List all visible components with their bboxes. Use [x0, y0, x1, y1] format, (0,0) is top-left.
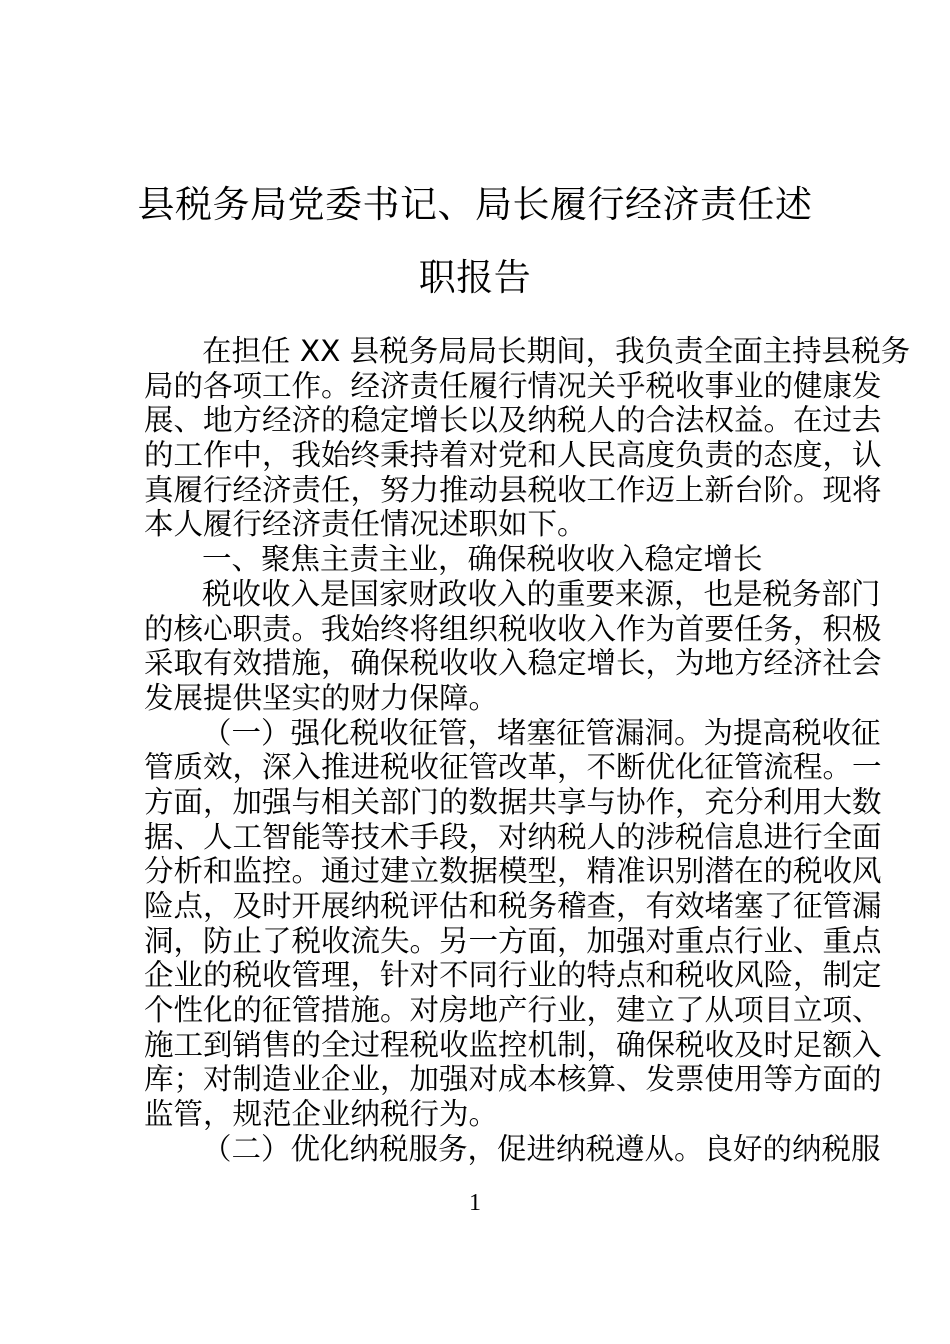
text-line: （二）优化纳税服务，促进纳税遵从。良好的纳税服 — [202, 1131, 881, 1166]
text-line: 监管，规范企业纳税行为。 — [144, 1097, 499, 1132]
title-line-2: 职报告 — [418, 256, 532, 299]
text-line: 真履行经济责任，努力推动县税收工作迈上新台阶。现将 — [144, 472, 882, 507]
text-line: 个性化的征管措施。对房地产行业，建立了从项目立项、 — [144, 993, 882, 1028]
text-line: 企业的税收管理，针对不同行业的特点和税收风险，制定 — [144, 958, 882, 993]
document-title — [100, 168, 850, 314]
text-line: 发展提供坚实的财力保障。 — [144, 680, 499, 715]
text-line: 据、人工智能等技术手段，对纳税人的涉税信息进行全面 — [144, 819, 882, 854]
text-line: 施工到销售的全过程税收监控机制，确保税收及时足额入 — [144, 1027, 882, 1062]
text-line: 的工作中，我始终秉持着对党和人民高度负责的态度，认 — [144, 438, 882, 473]
section-heading-1 — [144, 542, 808, 577]
text-line: 险点，及时开展纳税评估和税务稽查，有效堵塞了征管漏 — [144, 889, 882, 923]
text-line: 管质效，深入推进税收征管改革，不断优化征管流程。一 — [144, 750, 882, 785]
paragraph-optimize-service — [144, 1131, 881, 1167]
text-line: 洞，防止了税收流失。另一方面，加强对重点行业、重点 — [144, 923, 882, 958]
text-line: （一）强化税收征管，堵塞征管漏洞。为提高税收征 — [202, 715, 881, 750]
page-number: 1 — [469, 1190, 481, 1216]
text-line: 的核心职责。我始终将组织税收收入作为首要任务，积极 — [144, 611, 882, 646]
text-line: 库；对制造业企业，加强对成本核算、发票使用等方面的 — [144, 1062, 882, 1097]
text-line: 展、地方经济的稳定增长以及纳税人的合法权益。在过去 — [144, 403, 882, 438]
text-line: 局的各项工作。经济责任履行情况关乎税收事业的健康发 — [144, 368, 882, 403]
paragraph-introduction — [144, 334, 911, 542]
title-line-1: 县税务局党委书记、局长履行经济责任述 — [137, 183, 813, 226]
text-line: 本人履行经济责任情况述职如下。 — [144, 507, 587, 542]
heading-text: 一、聚焦主责主业，确保税收收入稳定增长 — [202, 542, 763, 577]
paragraph-strengthen-collection — [144, 715, 882, 1132]
text-line: 税收收入是国家财政收入的重要来源，也是税务部门 — [202, 576, 881, 611]
document-body — [144, 334, 911, 1167]
text-line: 方面，加强与相关部门的数据共享与协作，充分利用大数 — [144, 784, 882, 819]
text-line: 分析和监控。通过建立数据模型，精准识别潜在的税收风 — [144, 854, 882, 889]
paragraph-tax-revenue — [144, 576, 882, 716]
text-line: 在担任 XX 县税务局局长期间，我负责全面主持县税务 — [202, 334, 911, 368]
text-line: 采取有效措施，确保税收收入稳定增长，为地方经济社会 — [144, 646, 882, 681]
